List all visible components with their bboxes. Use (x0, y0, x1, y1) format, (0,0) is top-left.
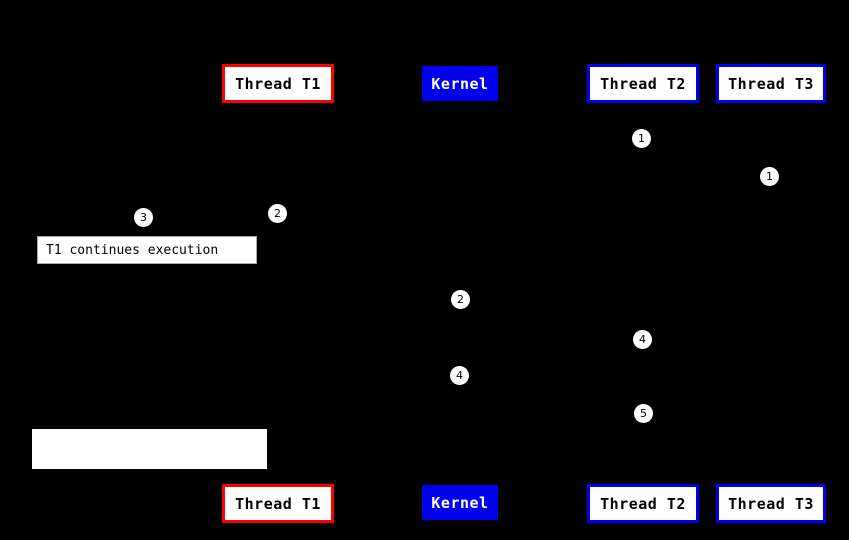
step-marker: 5 (634, 404, 653, 423)
lane-footer-thread-t3-bottom: Thread T3 (716, 484, 826, 523)
step-marker: 2 (451, 290, 470, 309)
lane-header-thread-t2-top: Thread T2 (587, 64, 699, 103)
lane-header-thread-t1-top: Thread T1 (222, 64, 334, 103)
blank-note-box (32, 429, 267, 469)
step-marker: 4 (633, 330, 652, 349)
lane-footer-kernel-bottom: Kernel (422, 485, 498, 520)
lane-footer-thread-t1-bottom: Thread T1 (222, 484, 334, 523)
step-marker: 1 (632, 129, 651, 148)
step-marker: 3 (134, 208, 153, 227)
step-marker: 1 (760, 167, 779, 186)
step-marker: 4 (450, 366, 469, 385)
lane-header-thread-t3-top: Thread T3 (716, 64, 826, 103)
annotation-note: T1 continues execution (37, 236, 257, 264)
lane-footer-thread-t2-bottom: Thread T2 (587, 484, 699, 523)
lane-header-kernel-top: Kernel (422, 66, 498, 101)
step-marker: 2 (268, 204, 287, 223)
